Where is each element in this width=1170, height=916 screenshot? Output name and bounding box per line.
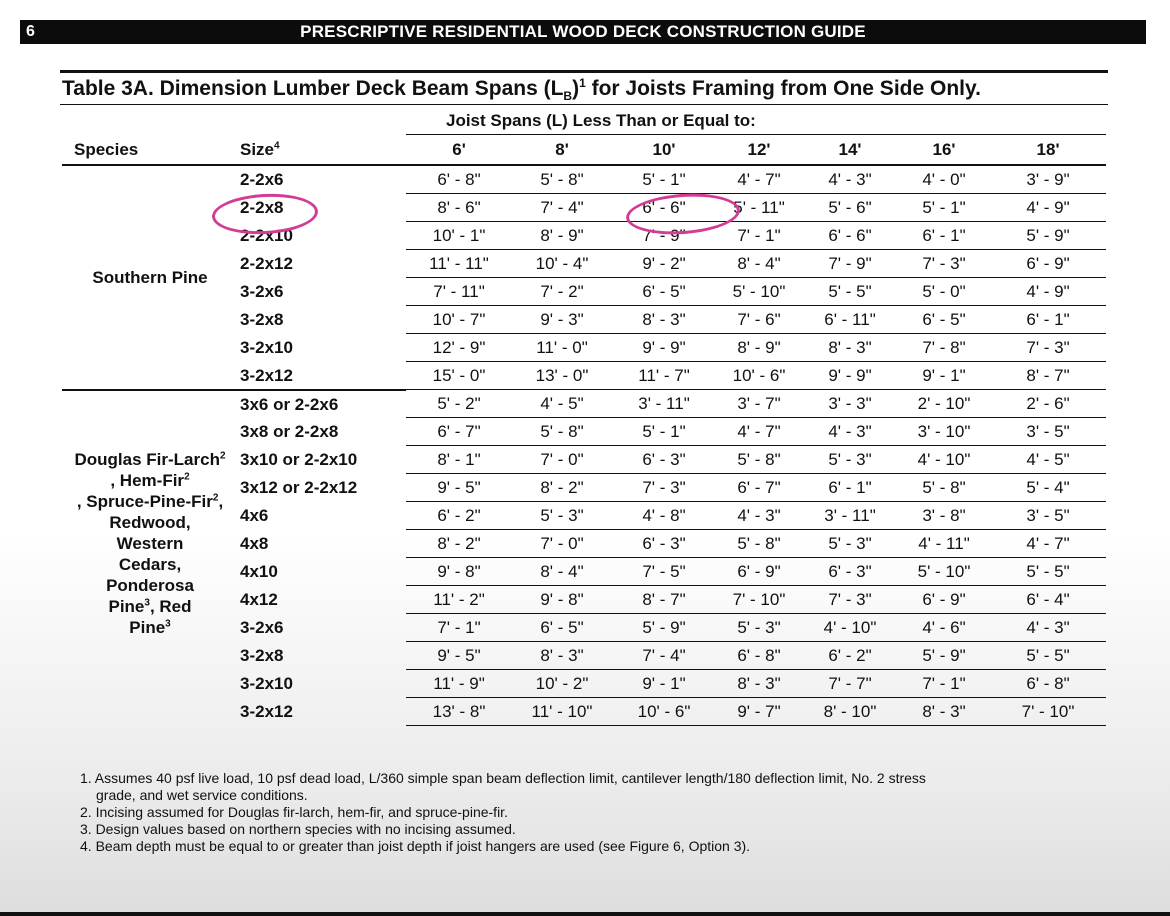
- span-value: 8' - 10": [802, 698, 898, 726]
- span-value: 5' - 1": [612, 418, 716, 446]
- span-value: 2' - 10": [898, 390, 990, 418]
- size-cell: 3x8 or 2-2x8: [240, 422, 339, 441]
- span-value: 6' - 3": [802, 558, 898, 586]
- span-value: 5' - 2": [406, 390, 512, 418]
- span-value: 8' - 2": [406, 530, 512, 558]
- footnote-4: 4. Beam depth must be equal to or greater than joist depth if joist hangers are used (see Figure 6, Option 3).: [80, 838, 751, 854]
- span-value: 8' - 2": [512, 474, 612, 502]
- span-value: 8' - 9": [716, 334, 802, 362]
- span-value: 6' - 6": [612, 194, 716, 222]
- span-value: 9' - 1": [898, 362, 990, 390]
- span-value: 7' - 9": [612, 222, 716, 250]
- span-value: 6' - 9": [716, 558, 802, 586]
- span-value: 10' - 7": [406, 306, 512, 334]
- span-value: 13' - 0": [512, 362, 612, 390]
- span-value: 3' - 5": [990, 502, 1106, 530]
- span-value: 5' - 6": [802, 194, 898, 222]
- table-row: [62, 165, 1106, 194]
- span-value: 4' - 3": [802, 165, 898, 194]
- span-value: 5' - 1": [612, 165, 716, 194]
- span-value: 8' - 3": [898, 698, 990, 726]
- span-value: 9' - 3": [512, 306, 612, 334]
- span-value: 7' - 7": [802, 670, 898, 698]
- span-value: 11' - 10": [512, 698, 612, 726]
- span-value: 6' - 9": [990, 250, 1106, 278]
- span-value: 6' - 2": [406, 502, 512, 530]
- size-cell: 3-2x10: [240, 338, 293, 357]
- span-value: 3' - 7": [716, 390, 802, 418]
- table-row: [62, 390, 1106, 418]
- span-value: 9' - 2": [612, 250, 716, 278]
- size-cell: 3x12 or 2-2x12: [240, 478, 358, 497]
- span-value: 4' - 5": [990, 446, 1106, 474]
- span-header: 6': [406, 135, 512, 166]
- size-cell: 3-2x6: [240, 282, 284, 301]
- size-cell: 3-2x8: [240, 646, 284, 665]
- span-value: 5' - 5": [990, 558, 1106, 586]
- span-value: 4' - 3": [716, 502, 802, 530]
- span-header: 12': [716, 135, 802, 166]
- span-value: 5' - 8": [898, 474, 990, 502]
- span-header: 16': [898, 135, 990, 166]
- span-header: 14': [802, 135, 898, 166]
- span-value: 7' - 1": [716, 222, 802, 250]
- span-value: 6' - 4": [990, 586, 1106, 614]
- span-value: 10' - 6": [716, 362, 802, 390]
- span-value: 4' - 8": [612, 502, 716, 530]
- span-value: 9' - 1": [612, 670, 716, 698]
- span-value: 7' - 1": [898, 670, 990, 698]
- span-value: 7' - 0": [512, 446, 612, 474]
- span-value: 8' - 3": [716, 670, 802, 698]
- span-value: 6' - 7": [406, 418, 512, 446]
- species-header: Species: [62, 135, 238, 166]
- span-value: 4' - 10": [898, 446, 990, 474]
- size-cell: 4x6: [240, 506, 269, 525]
- span-value: 7' - 2": [512, 278, 612, 306]
- span-value: 6' - 8": [406, 165, 512, 194]
- span-value: 4' - 11": [898, 530, 990, 558]
- span-value: 5' - 8": [716, 446, 802, 474]
- span-value: 3' - 5": [990, 418, 1106, 446]
- span-value: 8' - 6": [406, 194, 512, 222]
- span-value: 11' - 2": [406, 586, 512, 614]
- size-cell: 3-2x12: [238, 362, 406, 390]
- span-value: 7' - 8": [898, 334, 990, 362]
- span-value: 4' - 9": [990, 278, 1106, 306]
- footnote-1: 1. Assumes 40 psf live load, 10 psf dead load, L/360 simple span beam deflection limit, cantilever length/180 deflection limit, No. 2 stress: [80, 770, 926, 786]
- span-value: 5' - 0": [898, 278, 990, 306]
- span-value: 4' - 0": [898, 165, 990, 194]
- span-value: 2' - 6": [990, 390, 1106, 418]
- joist-span-caption: Joist Spans (L) Less Than or Equal to:: [406, 108, 1106, 135]
- span-value: 5' - 8": [512, 165, 612, 194]
- span-value: 6' - 9": [898, 586, 990, 614]
- size-cell: 2-2x6: [240, 170, 284, 190]
- span-value: 7' - 1": [406, 614, 512, 642]
- span-value: 11' - 9": [406, 670, 512, 698]
- document-title: PRESCRIPTIVE RESIDENTIAL WOOD DECK CONSTRUCTION GUIDE: [300, 22, 866, 41]
- span-value: 4' - 10": [802, 614, 898, 642]
- span-value: 9' - 8": [512, 586, 612, 614]
- span-value: 4' - 7": [990, 530, 1106, 558]
- table-title: Table 3A. Dimension Lumber Deck Beam Spans $(L_B)^1$ for Joists Framing from One Side Only.: [62, 76, 981, 104]
- span-value: 8' - 7": [990, 362, 1106, 390]
- size-cell: 3-2x10: [240, 674, 293, 693]
- span-value: 8' - 7": [612, 586, 716, 614]
- span-value: 4' - 7": [716, 165, 802, 194]
- span-value: 5' - 9": [990, 222, 1106, 250]
- span-value: 10' - 1": [406, 222, 512, 250]
- span-value: 8' - 9": [512, 222, 612, 250]
- span-value: 6' - 3": [612, 530, 716, 558]
- species-cell: Southern Pine: [62, 165, 238, 390]
- span-value: 5' - 10": [716, 278, 802, 306]
- span-value: 11' - 11": [406, 250, 512, 278]
- span-value: 7' - 6": [716, 306, 802, 334]
- span-value: 6' - 5": [898, 306, 990, 334]
- span-header: 18': [990, 135, 1106, 166]
- span-value: 5' - 10": [898, 558, 990, 586]
- span-value: 6' - 5": [512, 614, 612, 642]
- span-value: 10' - 4": [512, 250, 612, 278]
- title-top-rule: [60, 70, 1108, 73]
- span-value: 4' - 7": [716, 418, 802, 446]
- span-value: 5' - 4": [990, 474, 1106, 502]
- span-value: 5' - 8": [716, 530, 802, 558]
- caption-spacer: [238, 108, 406, 135]
- page-bottom-bar: [0, 912, 1170, 916]
- span-value: 7' - 10": [716, 586, 802, 614]
- span-value: 5' - 11": [716, 194, 802, 222]
- span-value: 3' - 11": [612, 390, 716, 418]
- span-value: 9' - 9": [612, 334, 716, 362]
- span-value: 5' - 3": [512, 502, 612, 530]
- size-header: Size$^4$: [238, 135, 406, 166]
- span-value: 10' - 6": [612, 698, 716, 726]
- species-cell: Douglas Fir-Larch$^2$ , Hem-Fir$^2$ , Spruce-Pine-Fir$^2$, Redwood, Western Cedars, Ponderosa Pine$^3$, Red Pine$^3$: [74, 449, 226, 637]
- span-value: 4' - 9": [990, 194, 1106, 222]
- span-value: 4' - 6": [898, 614, 990, 642]
- span-value: 6' - 11": [802, 306, 898, 334]
- span-value: 3' - 3": [802, 390, 898, 418]
- size-cell: 2-2x8: [240, 198, 284, 217]
- span-value: 7' - 3": [898, 250, 990, 278]
- span-value: 6' - 1": [802, 474, 898, 502]
- span-value: 7' - 4": [512, 194, 612, 222]
- span-value: 7' - 5": [612, 558, 716, 586]
- caption-spacer: [62, 108, 238, 135]
- span-value: 4' - 5": [512, 390, 612, 418]
- span-value: 8' - 1": [406, 446, 512, 474]
- span-value: 13' - 8": [406, 698, 512, 726]
- span-value: 3' - 8": [898, 502, 990, 530]
- span-value: 11' - 0": [512, 334, 612, 362]
- span-value: 7' - 0": [512, 530, 612, 558]
- span-header: 8': [512, 135, 612, 166]
- span-value: 8' - 3": [612, 306, 716, 334]
- span-value: 5' - 5": [990, 642, 1106, 670]
- span-value: 3' - 10": [898, 418, 990, 446]
- size-cell: 3-2x8: [240, 310, 284, 329]
- title-bottom-rule: [60, 104, 1108, 105]
- size-cell: 4x12: [240, 590, 278, 609]
- span-value: 4' - 3": [990, 614, 1106, 642]
- span-value: 9' - 7": [716, 698, 802, 726]
- span-value: 7' - 3": [612, 474, 716, 502]
- beam-span-table: [62, 108, 1106, 726]
- span-value: 5' - 8": [512, 418, 612, 446]
- size-cell: 3-2x12: [240, 702, 293, 721]
- size-cell: 4x10: [240, 562, 278, 581]
- span-value: 9' - 5": [406, 642, 512, 670]
- footnote-3: 3. Design values based on northern species with no incising assumed.: [80, 821, 516, 837]
- span-value: 9' - 8": [406, 558, 512, 586]
- span-value: 6' - 5": [612, 278, 716, 306]
- span-value: 9' - 9": [802, 362, 898, 390]
- span-value: 5' - 3": [802, 446, 898, 474]
- span-value: 12' - 9": [406, 334, 512, 362]
- span-value: 4' - 3": [802, 418, 898, 446]
- span-value: 6' - 1": [898, 222, 990, 250]
- span-value: 6' - 6": [802, 222, 898, 250]
- span-value: 6' - 7": [716, 474, 802, 502]
- size-cell: 2-2x12: [240, 254, 293, 273]
- span-value: 8' - 4": [512, 558, 612, 586]
- span-value: 7' - 3": [990, 334, 1106, 362]
- span-value: 10' - 2": [512, 670, 612, 698]
- span-value: 7' - 10": [990, 698, 1106, 726]
- span-value: 5' - 3": [802, 530, 898, 558]
- span-value: 5' - 1": [898, 194, 990, 222]
- span-value: 6' - 8": [716, 642, 802, 670]
- span-value: 8' - 3": [512, 642, 612, 670]
- size-cell: 3-2x6: [240, 618, 284, 637]
- footnotes: [80, 770, 1090, 855]
- span-value: 7' - 3": [802, 586, 898, 614]
- span-value: 5' - 9": [612, 614, 716, 642]
- span-value: 5' - 9": [898, 642, 990, 670]
- span-value: 3' - 11": [802, 502, 898, 530]
- page-header-bar: [20, 20, 1146, 44]
- span-value: 6' - 1": [990, 306, 1106, 334]
- page-number: 6: [26, 23, 35, 40]
- span-value: 6' - 8": [990, 670, 1106, 698]
- span-value: 7' - 11": [406, 278, 512, 306]
- span-value: 7' - 4": [612, 642, 716, 670]
- span-header: 10': [612, 135, 716, 166]
- span-value: 5' - 5": [802, 278, 898, 306]
- span-value: 8' - 4": [716, 250, 802, 278]
- size-cell: 2-2x10: [240, 226, 293, 245]
- span-value: 6' - 2": [802, 642, 898, 670]
- size-cell: 4x8: [240, 534, 269, 553]
- span-value: 9' - 5": [406, 474, 512, 502]
- span-value: 7' - 9": [802, 250, 898, 278]
- footnote-2: 2. Incising assumed for Douglas fir-larch, hem-fir, and spruce-pine-fir.: [80, 804, 508, 820]
- span-value: 3' - 9": [990, 165, 1106, 194]
- size-cell: 3x6 or 2-2x6: [240, 394, 339, 414]
- span-value: 15' - 0": [406, 362, 512, 390]
- footnote-1-continued: grade, and wet service conditions.: [96, 787, 308, 803]
- span-value: 8' - 3": [802, 334, 898, 362]
- span-value: 11' - 7": [612, 362, 716, 390]
- size-cell: 3x10 or 2-2x10: [240, 450, 358, 469]
- span-value: 6' - 3": [612, 446, 716, 474]
- span-value: 5' - 3": [716, 614, 802, 642]
